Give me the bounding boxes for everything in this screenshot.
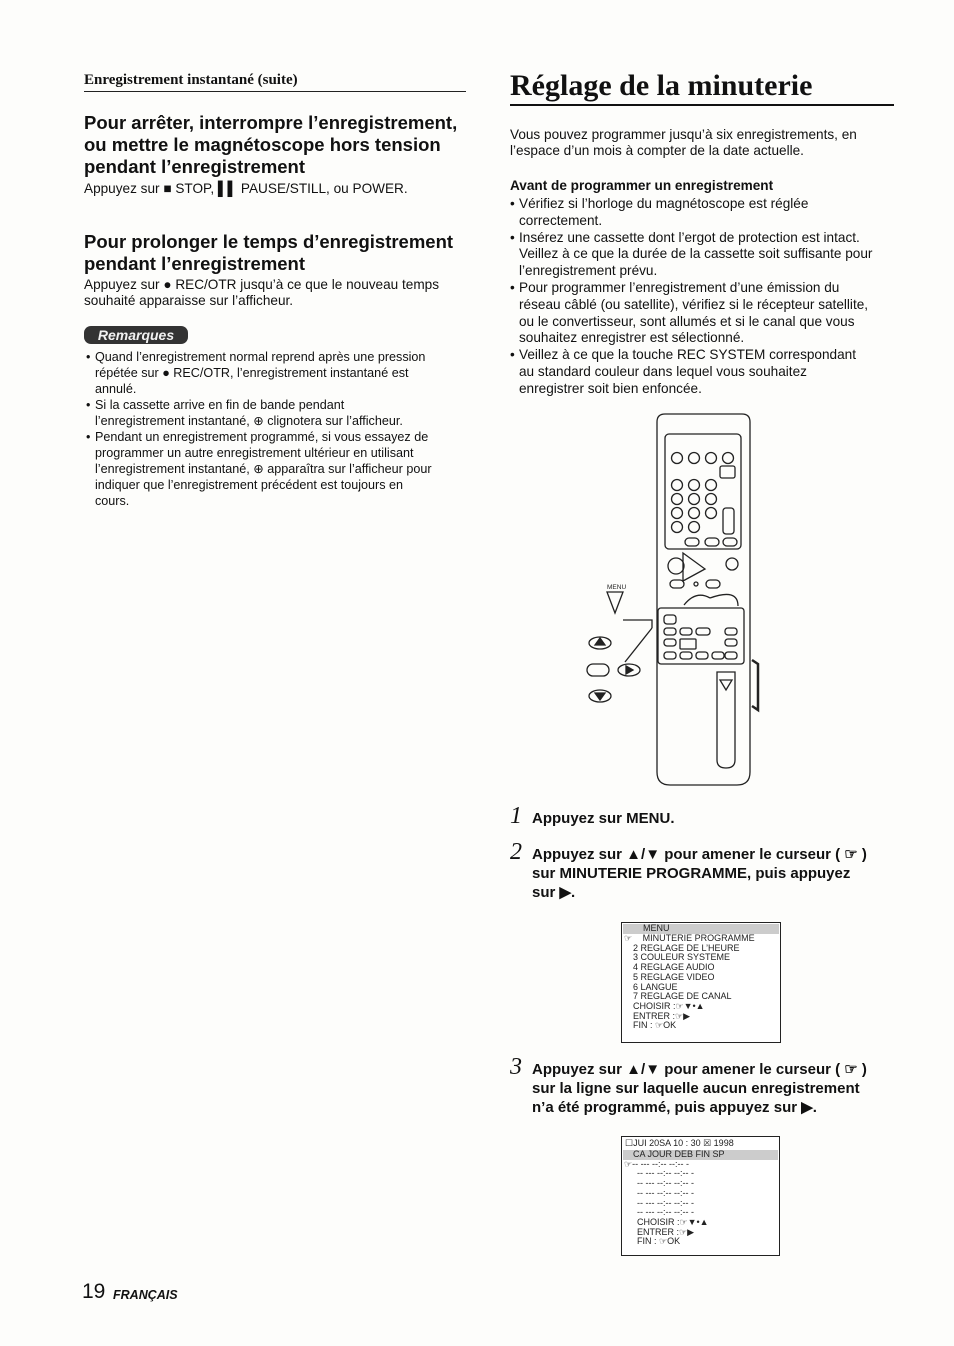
note-line: • Si la cassette arrive en fin de bande pendant	[95, 398, 345, 412]
timer-date-line: ☐JUI 20SA 10 : 30 ☒ 1998	[625, 1138, 734, 1148]
timer-footer-line: ENTRER :☞▶	[637, 1226, 694, 1237]
menu-item: 6 LANGUE	[633, 981, 678, 992]
text-line: l’espace d’un mois à compter de la date actuelle.	[510, 143, 804, 158]
timer-row: -- --- --:-- --:-- -	[637, 1178, 694, 1189]
note-line: • Pendant un enregistrement programmé, si vous essayez de	[95, 430, 429, 444]
before-item	[508, 230, 900, 280]
step-number: 3	[510, 1054, 522, 1080]
item-line: souhaitez enregistrer est sélectionné.	[519, 330, 745, 346]
item-line: enregistrer soit bien enfoncée.	[519, 380, 702, 396]
item-line: au standard couleur dans lequel vous souhaitez	[519, 363, 807, 379]
timer-footer-line: FIN : ☞OK	[637, 1236, 681, 1247]
step-line: sur MINUTERIE PROGRAMME, puis appuyez	[532, 865, 851, 882]
heading-line: ou mettre le magnétoscope hors tension	[84, 134, 441, 155]
heading-line: pendant l’enregistrement	[84, 253, 306, 274]
section1-heading	[84, 112, 474, 178]
text-line: Vous pouvez programmer jusqu’à six enregistrements, en	[510, 127, 857, 142]
running-head: Enregistrement instantané (suite)	[84, 72, 466, 92]
before-heading: Avant de programmer un enregistrement	[510, 178, 774, 193]
item-line: • Insérez une cassette dont l’ergot de protection est intact.	[519, 229, 860, 245]
page-title: Réglage de la minuterie	[510, 68, 894, 106]
step-text	[532, 1060, 912, 1117]
timer-row: ☞-- --- --:-- --:-- -	[624, 1158, 690, 1169]
note-line: l’enregistrement instantané, ⊕ clignotera sur l’afficheur.	[95, 414, 403, 428]
item-line: • Vérifiez si l’horloge du magnétoscope est réglée	[519, 196, 809, 211]
item-line: correctement.	[519, 212, 603, 228]
menu-item: 4 REGLAGE AUDIO	[633, 962, 715, 973]
menu-footer-line: ENTRER :☞▶	[633, 1010, 690, 1021]
note-item	[84, 349, 474, 397]
note-line: l’enregistrement instantané, ⊕ apparaîtra sur l’afficheur pour	[95, 462, 432, 476]
before-list	[508, 196, 900, 398]
note-line: répétée sur ● REC/OTR, l’enregistrement instantané est	[95, 366, 409, 380]
notes-list	[84, 349, 474, 509]
menu-item: 5 REGLAGE VIDEO	[633, 971, 715, 982]
step-line: sur ▶.	[532, 884, 576, 901]
menu-screen-header: MENU	[623, 924, 779, 934]
section1-text: Appuyez sur ■ STOP, ▌▌ PAUSE/STILL, ou POWER.	[84, 181, 408, 196]
page-number: 19	[82, 1280, 106, 1303]
step-line: sur la ligne sur laquelle aucun enregistrement	[532, 1080, 860, 1097]
remote-control-illustration	[560, 410, 770, 795]
before-item	[508, 347, 900, 397]
heading-line: Pour arrêter, interrompre l’enregistrement,	[84, 112, 458, 133]
step-line: n’a été programmé, puis appuyez sur ▶.	[532, 1099, 817, 1116]
note-line: indiquer que l’enregistrement précédent est toujours en	[95, 478, 404, 492]
step-text	[532, 809, 912, 828]
step-number: 2	[510, 839, 522, 865]
item-line: Veillez à ce que la durée de la cassette soit suffisante pour	[519, 246, 873, 262]
menu-key-label: MENU	[607, 584, 627, 591]
note-line: annulé.	[95, 382, 137, 396]
remarques-badge: Remarques	[84, 326, 188, 344]
note-line: • Quand l’enregistrement normal reprend après une pression	[95, 350, 426, 364]
cursor-icon: ☞	[624, 933, 633, 943]
timer-row: -- --- --:-- --:-- -	[637, 1207, 694, 1218]
note-line: cours.	[95, 494, 130, 508]
timer-header: CA JOUR DEB FIN SP	[623, 1150, 778, 1160]
before-item	[508, 196, 900, 230]
step-text	[532, 845, 912, 902]
menu-item: MINUTERIE PROGRAMME	[642, 933, 755, 943]
step-line: Appuyez sur MENU.	[532, 810, 675, 827]
item-line: • Pour programmer l’enregistrement d’une émission du	[519, 279, 840, 295]
timer-row: -- --- --:-- --:-- -	[637, 1197, 694, 1208]
step-number: 1	[510, 803, 522, 829]
menu-footer-line: FIN : ☞OK	[633, 1020, 677, 1031]
item-line: réseau câblé (ou satellite), vérifiez si le récepteur satellite,	[519, 296, 869, 312]
step-line: Appuyez sur ▲/▼ pour amener le curseur ( ☞ )	[532, 846, 867, 863]
menu-footer-line: CHOISIR :☞▼•▲	[633, 1000, 705, 1011]
timer-screen	[621, 1136, 780, 1256]
note-item	[84, 397, 474, 429]
timer-row: -- --- --:-- --:-- -	[637, 1187, 694, 1198]
item-line: • Veillez à ce que la touche REC SYSTEM correspondant	[519, 347, 857, 363]
text-line: souhaité apparaisse sur l’afficheur.	[84, 293, 294, 308]
section2-text	[84, 277, 439, 309]
step-line: Appuyez sur ▲/▼ pour amener le curseur ( ☞ )	[532, 1061, 867, 1078]
menu-item: 3 COULEUR SYSTEME	[633, 952, 731, 963]
menu-item: 7 REGLAGE DE CANAL	[633, 991, 732, 1002]
heading-line: Pour prolonger le temps d’enregistrement	[84, 231, 454, 252]
item-line: ou le convertisseur, sont allumés et si le canal que vous	[519, 313, 855, 329]
item-line: l’enregistrement prévu.	[519, 263, 658, 279]
note-line: programmer un autre enregistrement ultérieur en utilisant	[95, 446, 414, 460]
menu-item: 2 REGLAGE DE L’HEURE	[633, 942, 740, 953]
timer-row: -- --- --:-- --:-- -	[637, 1168, 694, 1179]
menu-screen	[621, 922, 781, 1043]
timer-footer-line: CHOISIR :☞▼•▲	[637, 1216, 709, 1227]
text-line: Appuyez sur ● REC/OTR jusqu’à ce que le nouveau temps	[84, 277, 440, 292]
before-item	[508, 280, 900, 347]
note-item	[84, 429, 474, 509]
intro-text	[510, 127, 900, 159]
section2-heading	[84, 231, 474, 275]
heading-line: pendant l’enregistrement	[84, 156, 306, 177]
page-language: FRANÇAIS	[113, 1288, 178, 1302]
